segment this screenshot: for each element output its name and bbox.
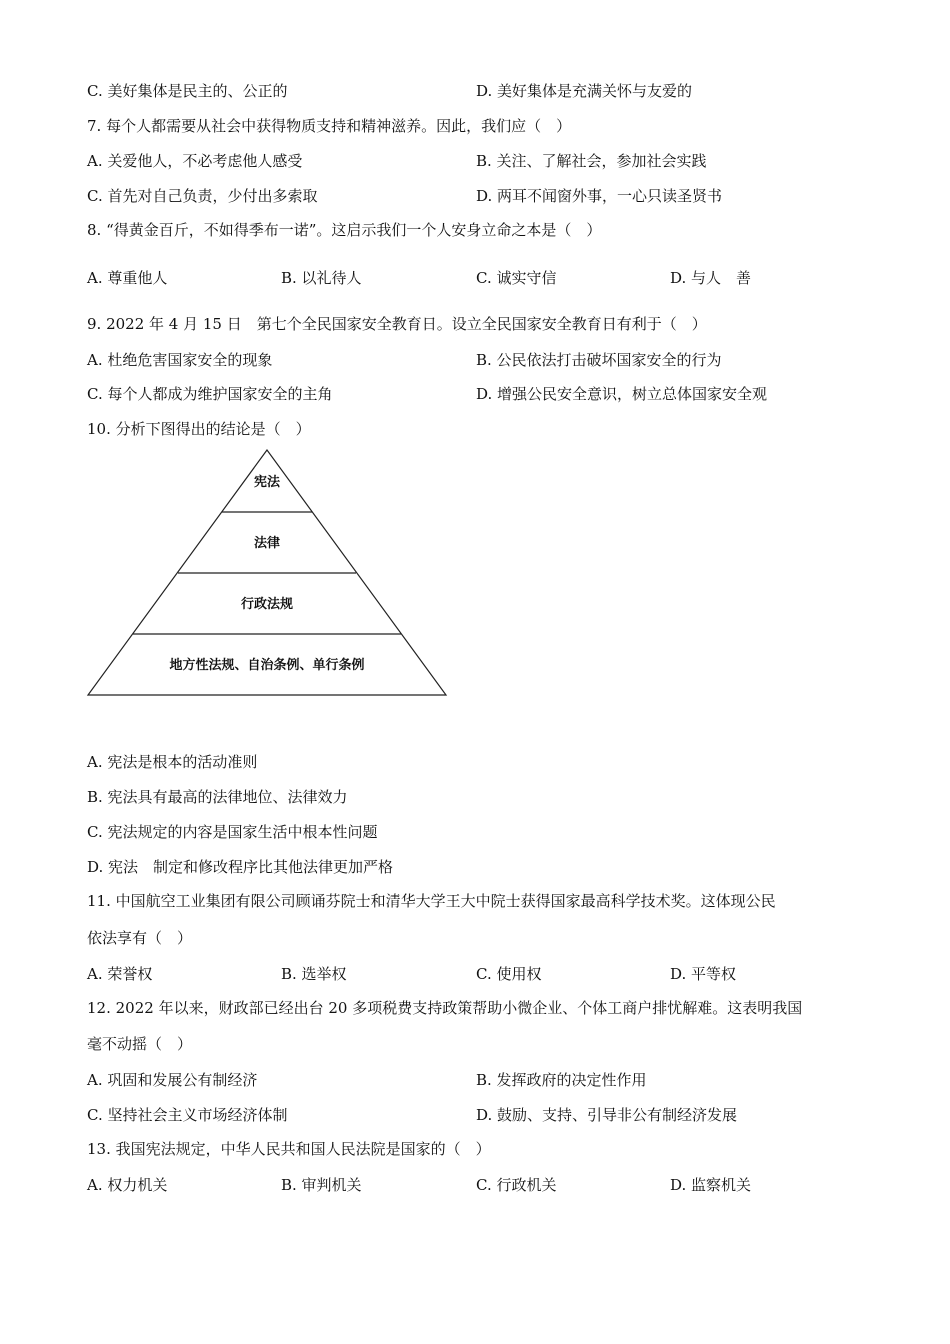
pyramid-level-law: 法律	[253, 536, 281, 551]
q10-option-a: A. 宪法是根本的活动准则	[87, 753, 258, 771]
q7-option-a: A. 关爱他人，不必考虑他人感受	[87, 152, 303, 170]
q12-stem-line1: 12. 2022 年以来，财政部已经出台 20 多项税费支持政策帮助小微企业、个体工商户排忧解难。这表明我国	[87, 999, 803, 1017]
q12-option-a: A. 巩固和发展公有制经济	[87, 1071, 258, 1089]
q8-option-b: B. 以礼待人	[281, 269, 362, 287]
q11-option-d: D. 平等权	[670, 965, 737, 983]
q7-stem: 7. 每个人都需要从社会中获得物质支持和精神滋养。因此，我们应（ ）	[87, 117, 572, 135]
q10-option-b: B. 宪法具有最高的法律地位、法律效力	[87, 788, 348, 806]
q7-option-d: D. 两耳不闻窗外事，一心只读圣贤书	[476, 187, 723, 205]
q12-option-b: B. 发挥政府的决定性作用	[476, 1071, 647, 1089]
q11-stem-line1: 11. 中国航空工业集团有限公司顾诵芬院士和清华大学王大中院士获得国家最高科学技术奖。这体现公民	[87, 892, 776, 910]
q8-option-d: D. 与人 善	[670, 269, 752, 287]
q12-option-c: C. 坚持社会主义市场经济体制	[87, 1106, 288, 1124]
q7-option-b: B. 关注、了解社会，参加社会实践	[476, 152, 707, 170]
q11-stem-line2: 依法享有（ ）	[87, 929, 193, 947]
q10-option-d: D. 宪法 制定和修改程序比其他法律更加严格	[87, 858, 394, 876]
q9-stem: 9. 2022 年 4 月 15 日 第七个全民国家安全教育日。设立全民国家安全教育日有利于（ ）	[87, 315, 707, 333]
q9-option-b: B. 公民依法打击破坏国家安全的行为	[476, 351, 722, 369]
q8-option-a: A. 尊重他人	[87, 269, 168, 287]
q12-option-d: D. 鼓励、支持、引导非公有制经济发展	[476, 1106, 738, 1124]
q9-option-c: C. 每个人都成为维护国家安全的主角	[87, 385, 333, 403]
q8-stem: 8. “得黄金百斤，不如得季布一诺”。这启示我们一个人安身立命之本是（ ）	[87, 221, 602, 239]
q10-option-c: C. 宪法规定的内容是国家生活中根本性问题	[87, 823, 378, 841]
q13-option-b: B. 审判机关	[281, 1176, 362, 1194]
pyramid-level-constitution: 宪法	[253, 475, 281, 490]
q7-option-c: C. 首先对自己负责，少付出多索取	[87, 187, 318, 205]
q6-option-c: C. 美好集体是民主的、公正的	[87, 82, 288, 100]
law-hierarchy-pyramid	[85, 447, 449, 699]
pyramid-level-administrative-regulations: 行政法规	[240, 597, 294, 612]
q10-stem: 10. 分析下图得出的结论是（ ）	[87, 420, 311, 438]
q11-option-c: C. 使用权	[476, 965, 542, 983]
q9-option-a: A. 杜绝危害国家安全的现象	[87, 351, 273, 369]
q13-option-a: A. 权力机关	[87, 1176, 168, 1194]
q12-stem-line2: 毫不动摇（ ）	[87, 1035, 193, 1053]
pyramid-level-local-regulations: 地方性法规、自治条例、单行条例	[169, 658, 365, 673]
q9-option-d: D. 增强公民安全意识，树立总体国家安全观	[476, 385, 768, 403]
q11-option-b: B. 选举权	[281, 965, 347, 983]
q6-option-d: D. 美好集体是充满关怀与友爱的	[476, 82, 693, 100]
q13-option-d: D. 监察机关	[670, 1176, 752, 1194]
q8-option-c: C. 诚实守信	[476, 269, 557, 287]
q11-option-a: A. 荣誉权	[87, 965, 153, 983]
q13-option-c: C. 行政机关	[476, 1176, 557, 1194]
q13-stem: 13. 我国宪法规定，中华人民共和国人民法院是国家的（ ）	[87, 1140, 491, 1158]
